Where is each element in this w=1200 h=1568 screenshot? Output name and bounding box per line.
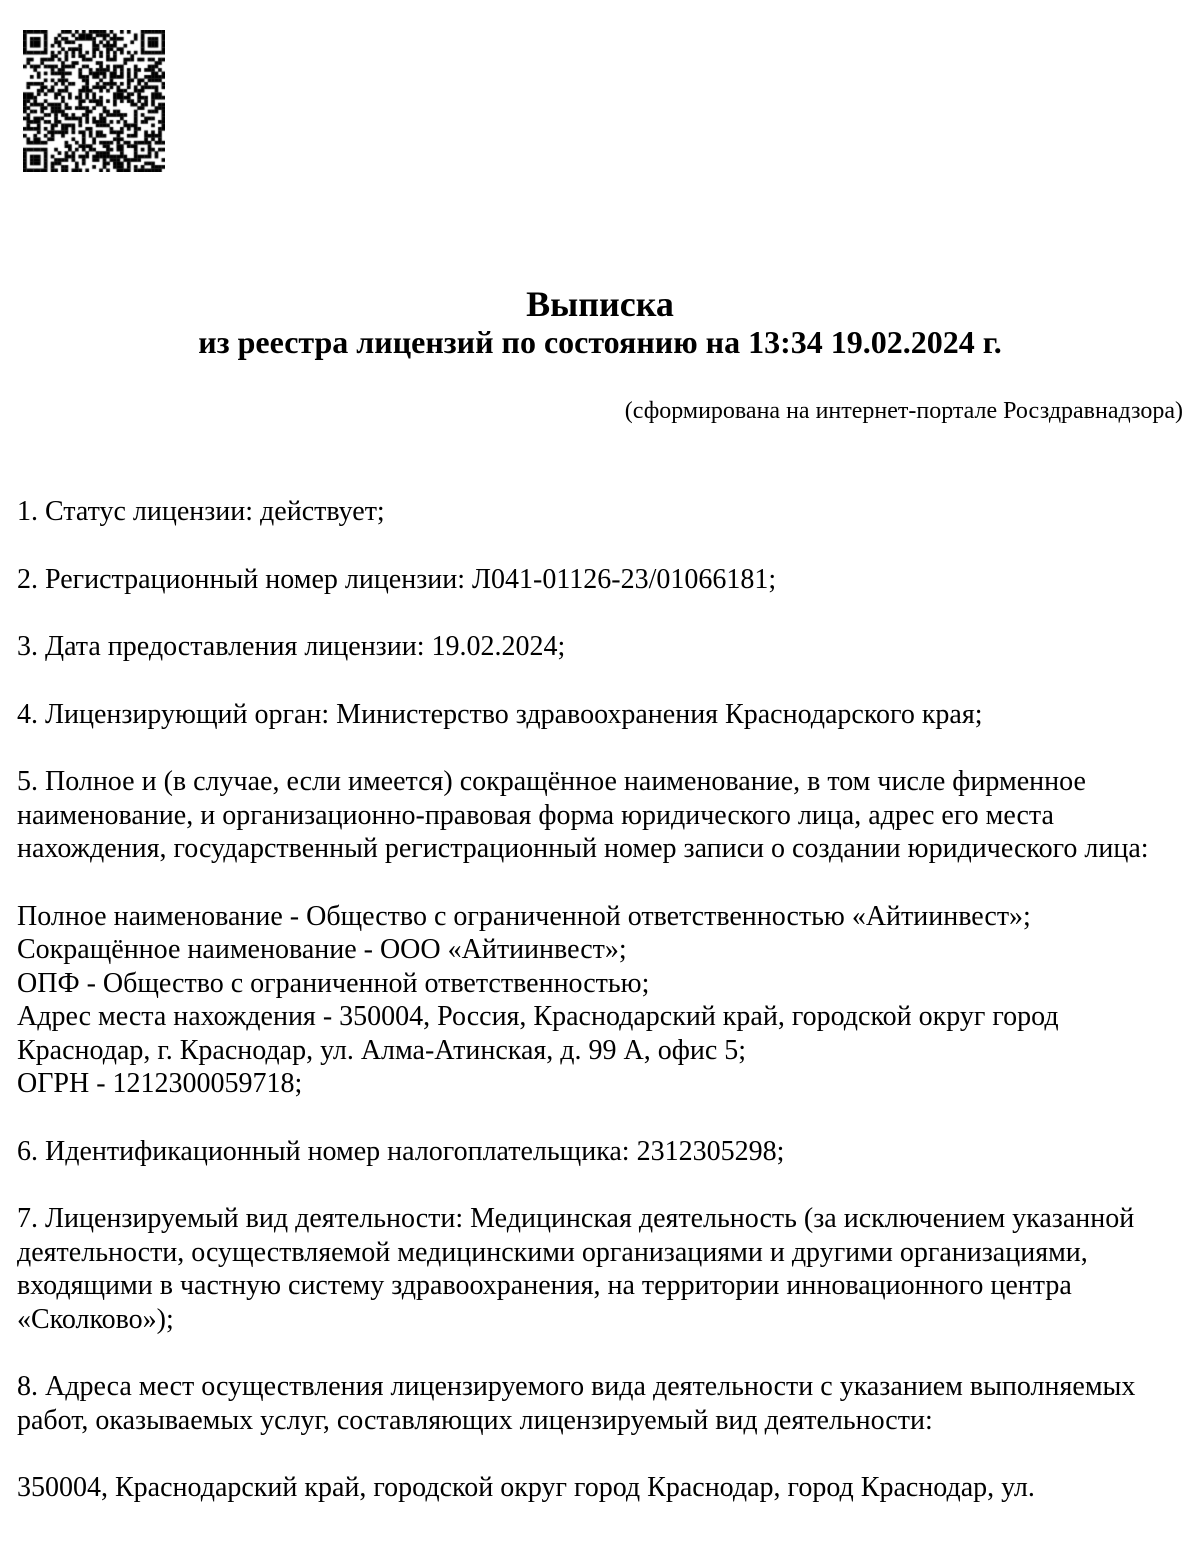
license-status: 1. Статус лицензии: действует; <box>17 496 385 527</box>
ogrn: ОГРН - 1212300059718; <box>17 1068 303 1099</box>
licensed-activity: 7. Лицензируемый вид деятельности: Медицинская деятельность (за исключением указанной деятельности, осуществляемой медицинскими организациями и другими организациями, входящими в частную систему здравоохранения, на территории инновационного центра «Сколково»); <box>17 1203 1135 1335</box>
license-registration-number: 2. Регистрационный номер лицензии: Л041-01126-23/01066181; <box>17 563 777 595</box>
legal-form: ОПФ - Общество с ограниченной ответственностью; <box>17 967 650 999</box>
section-5-intro: 5. Полное и (в случае, если имеется) сокращённое наименование, в том числе фирменное наименование, и организационно-правовая форма юридического лица, адрес его места нахождения, государственный регистрационный номер записи о создании юридического лица: <box>17 766 1149 864</box>
full-name: Полное наименование - Общество с ограниченной ответственностью «Айтиинвест»; <box>17 900 1031 932</box>
generated-note: (сформирована на интернет-портале Росздравнадзора) <box>624 398 1183 424</box>
activity-address: 350004, Краснодарский край, городской округ город Краснодар, город Краснодар, ул. <box>17 1472 1035 1503</box>
qr-code-icon <box>23 30 165 172</box>
inn: 6. Идентификационный номер налогоплательщика: 2312305298; <box>17 1135 785 1167</box>
section-8-intro: 8. Адреса мест осуществления лицензируемого вида деятельности с указанием выполняемых работ, оказываемых услуг, составляющих лицензируемый вид деятельности: <box>17 1371 1136 1436</box>
license-grant-date: 3. Дата предоставления лицензии: 19.02.2024; <box>17 631 566 662</box>
page-title: Выписка <box>526 284 674 324</box>
page-title-line2: из реестра лицензий по состоянию на 13:34 19.02.2024 г. <box>198 324 1002 360</box>
short-name: Сокращённое наименование - ООО «Айтиинвест»; <box>17 934 627 965</box>
document-title <box>0 285 1200 361</box>
licensing-authority: 4. Лицензирующий орган: Министерство здравоохранения Краснодарского края; <box>17 698 983 730</box>
document-body <box>17 495 1183 1505</box>
legal-address: Адрес места нахождения - 350004, Россия, Краснодарский край, городской округ город Краснодар, г. Краснодар, ул. Алма-Атинская, д. 99 А, офис 5; <box>17 1001 1059 1066</box>
